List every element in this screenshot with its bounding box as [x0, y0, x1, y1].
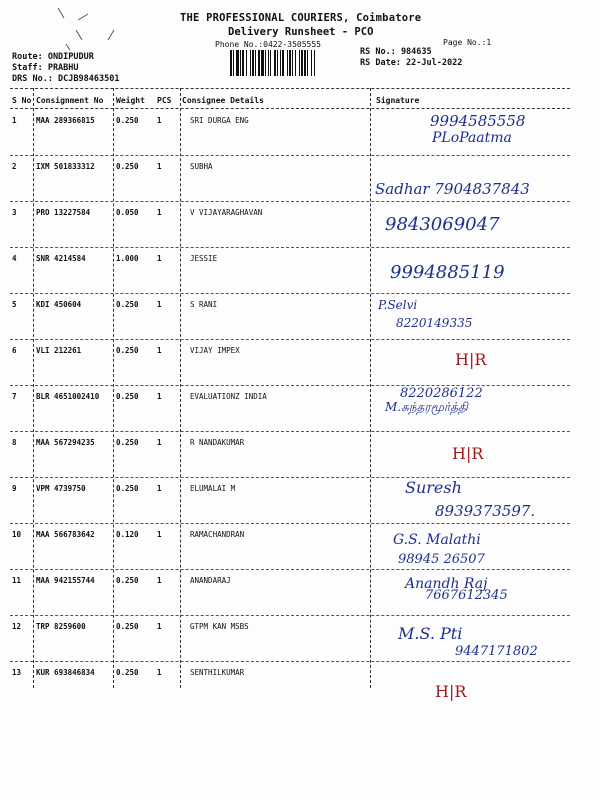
- row-weight: 0.250: [116, 392, 139, 401]
- col-consignee: Consignee Details: [182, 96, 264, 105]
- signature-phone: 8939373597.: [435, 502, 536, 520]
- staff-label: Staff: PRABHU: [12, 63, 79, 73]
- row-weight: 0.250: [116, 116, 139, 125]
- route-info: [12, 52, 119, 85]
- table-row: [0, 202, 600, 248]
- row-consignee: S RANI: [190, 300, 218, 309]
- signature-phone: Sadhar 7904837843: [375, 180, 530, 198]
- row-weight: 0.050: [116, 208, 139, 217]
- row-consignment: BLR 4651002410: [36, 392, 100, 401]
- signature-name: P.Selvi: [378, 298, 418, 312]
- table-row: [0, 386, 600, 432]
- row-weight: 0.250: [116, 576, 139, 585]
- row-weight: 0.250: [116, 622, 139, 631]
- row-pcs: 1: [157, 622, 162, 631]
- row-pcs: 1: [157, 392, 162, 401]
- signature-phone: 9994585558: [430, 112, 526, 130]
- row-consignee: VIJAY IMPEX: [190, 346, 240, 355]
- row-consignment: KUR 693846834: [36, 668, 95, 677]
- row-sno: 5: [12, 300, 17, 309]
- header-bottom-rule: [10, 108, 570, 109]
- barcode-graphic: [230, 50, 350, 76]
- row-weight: 0.250: [116, 162, 139, 171]
- row-sno: 2: [12, 162, 17, 171]
- col-weight: Weight: [116, 96, 145, 105]
- row-pcs: 1: [157, 254, 162, 263]
- col-signature: Signature: [376, 96, 420, 105]
- row-sno: 4: [12, 254, 17, 263]
- signature-phone: 98945 26507: [398, 552, 485, 567]
- row-weight: 0.120: [116, 530, 139, 539]
- phone-number: Phone No.:0422-3505555: [215, 40, 321, 49]
- row-consignment: MAA 566783642: [36, 530, 95, 539]
- row-pcs: 1: [157, 116, 162, 125]
- row-sno: 3: [12, 208, 17, 217]
- row-consignment: MAA 289366815: [36, 116, 95, 125]
- row-consignee: SRI DURGA ENG: [190, 116, 249, 125]
- row-weight: 0.250: [116, 668, 139, 677]
- table-row: [0, 570, 600, 616]
- row-pcs: 1: [157, 346, 162, 355]
- signature-phone: 9843069047: [385, 214, 500, 235]
- row-pcs: 1: [157, 484, 162, 493]
- table-row: [0, 662, 600, 708]
- row-consignment: VPM 4739750: [36, 484, 86, 493]
- hold-return-mark: H|R: [452, 444, 484, 463]
- signature-name: Anandh Raj: [405, 576, 488, 592]
- row-consignee: V VIJAYARAGHAVAN: [190, 208, 263, 217]
- runsheet-subtitle: Delivery Runsheet - PCO: [228, 26, 374, 38]
- row-pcs: 1: [157, 576, 162, 585]
- row-sno: 13: [12, 668, 22, 677]
- row-sno: 6: [12, 346, 17, 355]
- row-consignment: VLI 212261: [36, 346, 82, 355]
- signature-name: M.சுந்தரமூர்த்தி: [385, 400, 468, 414]
- row-weight: 0.250: [116, 300, 139, 309]
- row-consignee: EVALUATIONZ INDIA: [190, 392, 267, 401]
- row-consignee: GTPM KAN MSBS: [190, 622, 249, 631]
- rs-date: RS Date: 22-Jul-2022: [360, 58, 463, 68]
- row-sno: 12: [12, 622, 22, 631]
- pen-scribble-icon: [18, 0, 138, 50]
- route-label: Route: ONDIPUDUR: [12, 52, 94, 62]
- row-consignee: R NANDAKUMAR: [190, 438, 245, 447]
- signature-name: Suresh: [405, 478, 462, 497]
- signature-name: PLoPaatma: [432, 130, 512, 146]
- rs-number: RS No.: 984635: [360, 47, 432, 57]
- company-title: THE PROFESSIONAL COURIERS, Coimbatore: [180, 12, 422, 24]
- table-row: [0, 432, 600, 478]
- row-sno: 11: [12, 576, 22, 585]
- row-sno: 7: [12, 392, 17, 401]
- table-row: [0, 156, 600, 202]
- drs-number: DRS No.: DCJB98463501: [12, 74, 120, 84]
- row-consignment: KDI 450604: [36, 300, 82, 309]
- table-row: [0, 110, 600, 156]
- row-sno: 8: [12, 438, 17, 447]
- row-consignment: TRP 8259600: [36, 622, 86, 631]
- row-consignment: SNR 4214584: [36, 254, 86, 263]
- table-row: [0, 524, 600, 570]
- hold-return-mark: H|R: [435, 682, 467, 701]
- row-sno: 10: [12, 530, 22, 539]
- row-consignee: ELUMALAI M: [190, 484, 236, 493]
- row-weight: 1.000: [116, 254, 139, 263]
- col-pcs: PCS: [157, 96, 172, 105]
- row-consignee: SENTHILKUMAR: [190, 668, 245, 677]
- table-row: [0, 478, 600, 524]
- row-consignee: SUBHA: [190, 162, 213, 171]
- row-consignment: MAA 942155744: [36, 576, 95, 585]
- row-consignment: IXM 501833312: [36, 162, 95, 171]
- table-row: [0, 294, 600, 340]
- row-pcs: 1: [157, 300, 162, 309]
- row-sno: 1: [12, 116, 17, 125]
- table-row: [0, 340, 600, 386]
- row-consignee: JESSIE: [190, 254, 218, 263]
- row-consignee: RAMACHANDRAN: [190, 530, 245, 539]
- row-weight: 0.250: [116, 346, 139, 355]
- row-consignment: PRO 13227584: [36, 208, 91, 217]
- signature-phone: 7667612345: [425, 588, 508, 603]
- signature-phone: 9447171802: [455, 644, 538, 659]
- signature-phone: 8220286122: [400, 386, 483, 401]
- row-pcs: 1: [157, 438, 162, 447]
- signature-name: G.S. Malathi: [393, 532, 481, 548]
- row-pcs: 1: [157, 668, 162, 677]
- row-weight: 0.250: [116, 484, 139, 493]
- signature-phone: 9994885119: [390, 262, 505, 283]
- signature-phone: 8220149335: [396, 316, 473, 330]
- signature-name: M.S. Pti: [398, 624, 463, 643]
- page-number: Page No.:1: [443, 38, 492, 47]
- row-pcs: 1: [157, 208, 162, 217]
- header-top-rule: [10, 88, 570, 89]
- col-consignment: Consignment No: [36, 96, 104, 105]
- row-consignee: ANANDARAJ: [190, 576, 231, 585]
- row-sno: 9: [12, 484, 17, 493]
- table-row: [0, 616, 600, 662]
- row-pcs: 1: [157, 530, 162, 539]
- row-weight: 0.250: [116, 438, 139, 447]
- table-row: [0, 248, 600, 294]
- hold-return-mark: H|R: [455, 350, 487, 369]
- row-consignment: MAA 567294235: [36, 438, 95, 447]
- row-pcs: 1: [157, 162, 162, 171]
- rs-info: [360, 47, 462, 69]
- col-sno: S No: [12, 96, 32, 105]
